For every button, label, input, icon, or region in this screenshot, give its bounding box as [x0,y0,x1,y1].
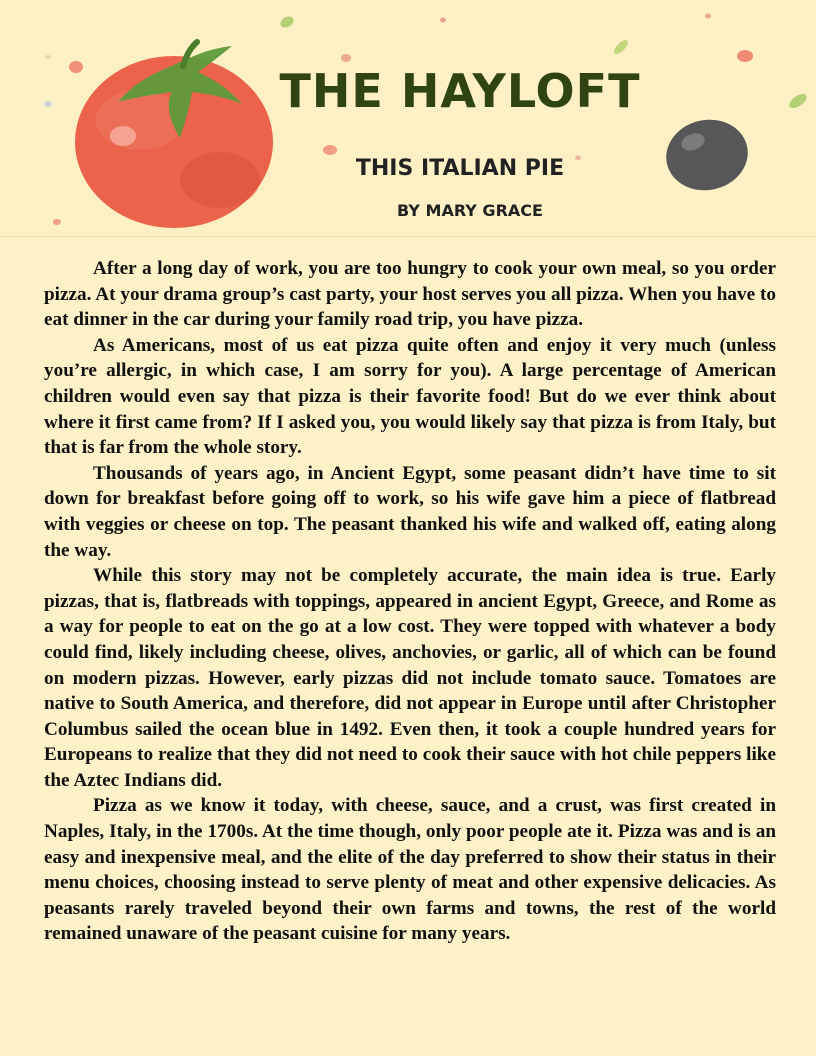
article-paragraph: Pizza as we know it today, with cheese, sauce, and a crust, was first created in Naples, Italy, in the 1700s. At the time though, only poor people ate it. Pizza was and is an easy and inexpensive meal, and the elite of the day preferred to show their status in their menu choices, choosing instead to serve plenty of meat and other expensive delicacies. As peasants rarely traveled beyond their own farms and towns, the rest of the world remained unaware of the peasant cuisine for many years. [44,795,776,945]
article-paragraph: Thousands of years ago, in Ancient Egypt, some peasant didn’t have time to sit down for breakfast before going off to work, so his wife gave him a piece of flatbread with veggies or cheese on top. The peasant thanked his wife and walked off, eating along the way. [44,462,776,561]
article-paragraph: After a long day of work, you are too hungry to cook your own meal, so you order pizza. At your drama group’s cast party, your host serves you all pizza. When you have to eat dinner in the car during your family road trip, you have pizza. [44,258,776,331]
article-title: THIS ITALIAN PIE [355,156,565,181]
article-byline: BY MARY GRACE [397,201,543,220]
masthead-title: THE HAYLOFT [279,64,641,118]
article-paragraph: While this story may not be completely accurate, the main idea is true. Early pizzas, that is, flatbreads with toppings, appeared in ancient Egypt, Greece, and Rome as a way for people to eat on the go at a low cost. They were topped with whatever a body could find, likely including cheese, olives, anchovies, or garlic, all of which can be found on modern pizzas. However, early pizzas did not include tomato sauce. Tomatoes are native to South America, and therefore, did not appear in Europe until after Christopher Columbus sailed the ocean blue in 1492. Even then, it took a couple hundred years for Europeans to realize that they did not need to cook their sauce with hot chile peppers like the Aztec Indians did. [44,565,776,791]
article-body [44,256,776,947]
tomato-illustration [75,42,273,228]
article-paragraph: As Americans, most of us eat pizza quite often and enjoy it very much (unless you’re allergic, in which case, I am sorry for you). A large percentage of American children would even say that pizza is their favorite food! But do we ever think about where it first came from? If I asked you, you would likely say that pizza is from Italy, but that is far from the whole story. [44,334,776,459]
newsletter-header [0,0,816,237]
olive-illustration [660,112,755,198]
